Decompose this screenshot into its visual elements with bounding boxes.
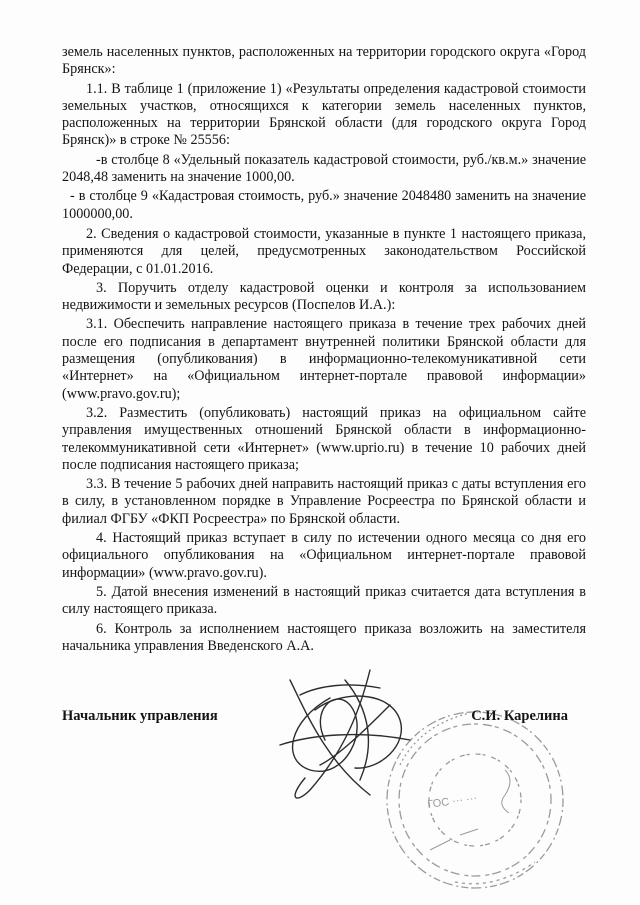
handwritten-signature <box>280 670 410 798</box>
paragraph-5: 5. Датой внесения изменений в настоящий приказ считается дата вступления в силу настоящего приказа. <box>62 583 586 618</box>
document-body <box>62 44 586 657</box>
paragraph-3-3: 3.3. В течение 5 рабочих дней направить настоящий приказ с даты вступления его в силу, в установленном порядке в Управление Росреестра по Брянской области и филиал ФГБУ «ФКП Росреестра» по Брянской области. <box>62 476 586 527</box>
paragraph-1-1: 1.1. В таблице 1 (приложение 1) «Результаты определения кадастровой стоимости земельных участков, относящихся к категории земель населенных пунктов, расположенных на территории Брянской области (для городского округа Город Брянск)» в строке № 25556: <box>62 80 586 149</box>
paragraph-2: 2. Сведения о кадастровой стоимости, указанные в пункте 1 настоящего приказа, применяются для целей, предусмотренных законодательством Российской Федерации, с 01.01.2016. <box>62 225 586 277</box>
paragraph-4: 4. Настоящий приказ вступает в силу по истечении одного месяца со дня его официального опубликования на «Официальном интернет-портале правовой информации» (www.pravo.gov.ru). <box>62 530 586 581</box>
paragraph-column-8: -в столбце 8 «Удельный показатель кадастровой стоимости, руб./кв.м.» значение 2048,48 заменить на значение 1000,00. <box>62 151 586 186</box>
round-seal-stamp <box>387 712 563 888</box>
paragraph-column-9: - в столбце 9 «Кадастровая стоимость, руб.» значение 2048480 заменить на значение 1000000,00. <box>62 188 586 222</box>
paragraph-3: 3. Поручить отделу кадастровой оценки и контроля за использованием недвижимости и земельных ресурсов (Поспелов И.А.): <box>62 279 586 314</box>
signatory-position: Начальник управления <box>62 708 218 724</box>
signatory-name: С.И. Карелина <box>471 708 568 724</box>
stamp-fragment-text: ГОС ··· ··· <box>426 792 478 811</box>
paragraph-land-category-continuation: земель населенных пунктов, расположенных на территории городского округа «Город Брянск»: <box>62 44 586 78</box>
paragraph-6: 6. Контроль за исполнением настоящего приказа возложить на заместителя начальника управления Введенского А.А. <box>62 620 586 654</box>
paragraph-3-2: 3.2. Разместить (опубликовать) настоящий приказ на официальном сайте управления имущественных отношений Брянской области в информационно-телекоммуникативной сети «Интернет» (www.uprio.ru) в течение 10 рабочих дней после подписания настоящего приказа; <box>62 404 586 473</box>
paragraph-3-1: 3.1. Обеспечить направление настоящего приказа в течение трех рабочих дней после его подписания в департамент внутренней политики Брянской области для размещения (опубликования) в информационно-телекомуникативной сети «Интернет» на «Официальном интернет-портале правовой информации» (www.pravo.gov.ru); <box>62 316 586 402</box>
signature-block <box>62 708 586 732</box>
signature-and-stamp-image <box>250 650 590 900</box>
